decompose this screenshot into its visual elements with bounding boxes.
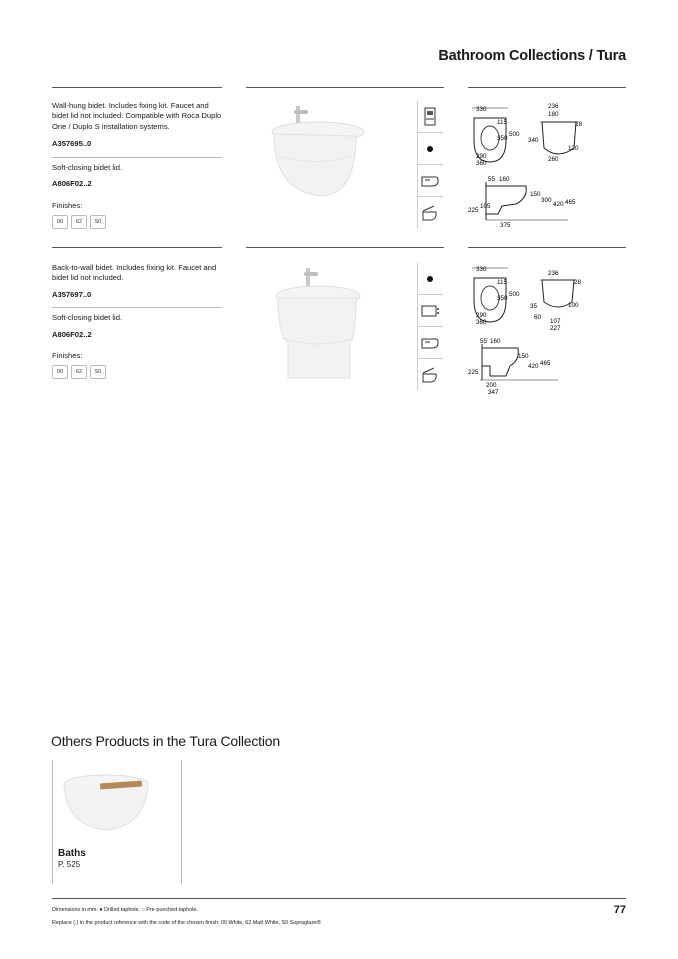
finish-swatch[interactable]: 62 <box>71 215 87 229</box>
technical-drawing <box>468 262 628 398</box>
finish-swatch[interactable]: 00 <box>52 365 68 379</box>
dim-label: 115 <box>497 279 508 286</box>
dim-label: 260 <box>548 156 559 163</box>
dim-label: 28 <box>574 279 582 286</box>
dim-label: 227 <box>550 325 561 332</box>
finish-swatch[interactable]: 00 <box>52 215 68 229</box>
dim-label: 236 <box>548 270 559 277</box>
finish-swatch[interactable]: 62 <box>71 365 87 379</box>
soft-close-lid-icon <box>417 359 443 390</box>
page-title: Bathroom Collections / Tura <box>438 48 626 64</box>
dim-label: 115 <box>497 119 508 126</box>
technical-drawing <box>468 100 628 232</box>
back-to-wall-bidet-image <box>264 262 376 384</box>
dim-label: 330 <box>476 266 487 273</box>
finish-swatches <box>52 365 106 379</box>
dim-label: 28 <box>575 121 583 128</box>
dim-label: 160 <box>490 338 501 345</box>
lid-code: A806F02..2 <box>52 330 92 339</box>
wall-hung-bidet-image <box>264 96 376 200</box>
footer-note: Replace (.) in the product reference with the code of the chosen finish: 00 White, 62 Matt White, S0 Supraglaze® <box>52 920 321 926</box>
dim-label: 360 <box>476 319 487 326</box>
dim-label: 420 <box>528 363 539 370</box>
dim-label: 350 <box>497 295 508 302</box>
dim-label: 180 <box>548 111 559 118</box>
divider <box>468 247 626 248</box>
product-description: Back-to-wall bidet. Includes fixing kit. Faucet and bidet lid not included. <box>52 263 217 283</box>
dim-label: 200 <box>486 382 497 389</box>
fixing-kit-icon <box>417 327 443 359</box>
dim-label: 500 <box>509 291 520 298</box>
finishes-label: Finishes: <box>52 201 83 210</box>
lid-description: Soft-closing bidet lid. <box>52 163 123 172</box>
dim-label: 120 <box>568 145 579 152</box>
divider <box>246 87 444 88</box>
divider <box>52 157 222 158</box>
dim-label: 150 <box>530 191 541 198</box>
dim-label: 236 <box>548 103 559 110</box>
dim-label: 330 <box>476 106 487 113</box>
dim-label: 225 <box>468 207 479 214</box>
dim-label: 375 <box>500 222 511 229</box>
card-page-ref: P. 525 <box>58 860 81 869</box>
drilled-taphole-icon <box>417 263 443 295</box>
back-to-wall-icon <box>417 295 443 327</box>
lid-code: A806F02..2 <box>52 179 92 188</box>
dim-label: 55 <box>488 176 496 183</box>
dim-label: 290 <box>476 153 487 160</box>
footer-divider <box>52 898 626 899</box>
dim-label: 347 <box>488 389 499 396</box>
card-title: Baths <box>58 848 86 859</box>
divider <box>468 87 626 88</box>
product-description: Wall-hung bidet. Includes fixing kit. Faucet and bidet lid not included. Compatible with Roca Duplo One / Duplo S installation systems. <box>52 101 222 131</box>
fixing-kit-icon <box>417 165 443 197</box>
dim-label: 300 <box>541 197 552 204</box>
bath-image <box>62 770 152 842</box>
dim-label: 55 <box>480 338 488 345</box>
dim-label: 465 <box>540 360 551 367</box>
section-title: Others Products in the Tura Collection <box>51 733 280 749</box>
product-code: A357695..0 <box>52 139 92 148</box>
finish-swatch[interactable]: S0 <box>90 215 106 229</box>
dim-label: 35 <box>530 303 538 310</box>
dim-label: 100 <box>568 302 579 309</box>
dim-label: 350 <box>497 135 508 142</box>
product-code: A357697..0 <box>52 290 92 299</box>
dim-label: 420 <box>553 201 564 208</box>
page-number: 77 <box>613 904 626 916</box>
installation-frame-icon <box>417 101 443 133</box>
dim-label: 105 <box>480 203 491 210</box>
dim-label: 290 <box>476 312 487 319</box>
dim-label: 150 <box>518 353 529 360</box>
dim-label: 465 <box>565 199 576 206</box>
feature-icons <box>417 101 443 228</box>
dim-label: 360 <box>476 160 487 167</box>
drilled-taphole-icon <box>417 133 443 165</box>
finish-swatch[interactable]: S0 <box>90 365 106 379</box>
dim-label: 160 <box>499 176 510 183</box>
dim-label: 500 <box>509 131 520 138</box>
dim-label: 225 <box>468 369 479 376</box>
footer-note: Dimensions in mm. ● Drilled taphole. ○ Pre-punched taphole. <box>52 907 198 913</box>
dim-label: 107 <box>550 318 561 325</box>
lid-description: Soft-closing bidet lid. <box>52 313 123 322</box>
divider <box>246 247 444 248</box>
dim-label: 60 <box>534 314 542 321</box>
feature-icons <box>417 263 443 390</box>
dim-label: 340 <box>528 137 539 144</box>
divider <box>52 307 222 308</box>
finishes-label: Finishes: <box>52 351 83 360</box>
divider <box>52 247 222 248</box>
soft-close-lid-icon <box>417 197 443 228</box>
finish-swatches <box>52 215 106 229</box>
divider <box>52 87 222 88</box>
